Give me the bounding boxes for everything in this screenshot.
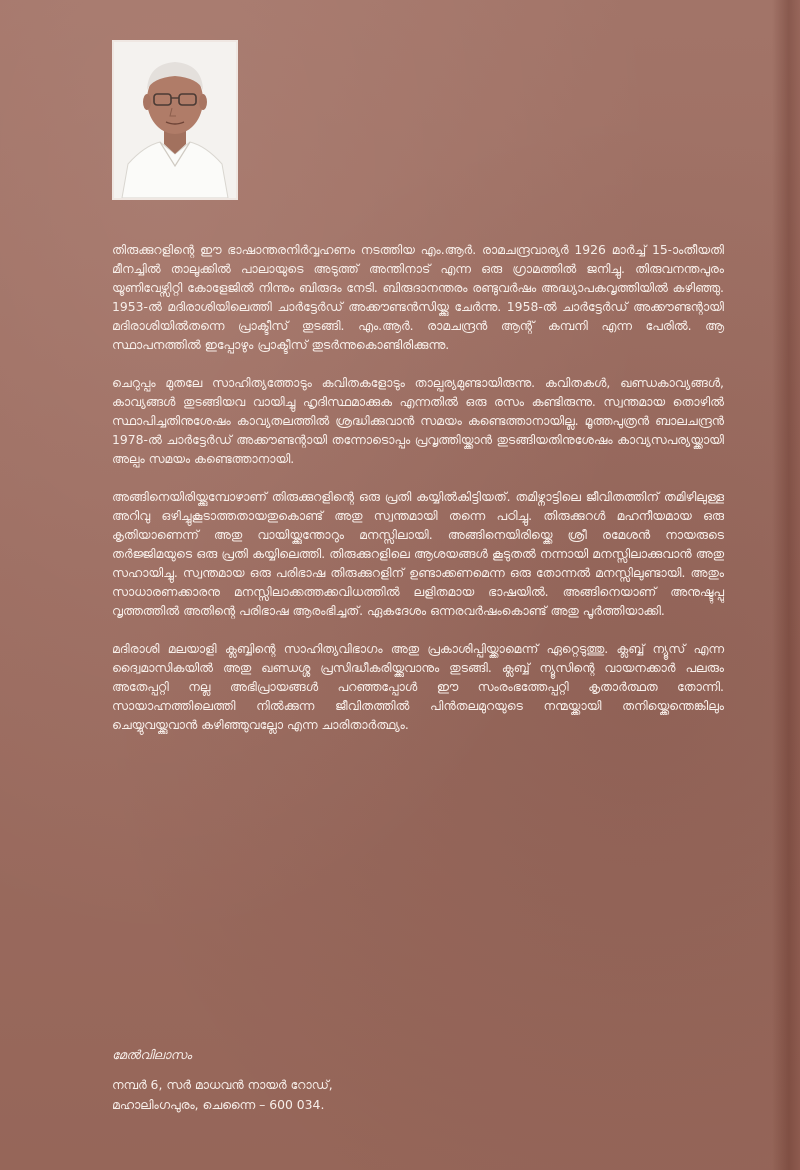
address-heading: മേൽവിലാസം: [112, 1047, 192, 1062]
bio-paragraph-3: അങ്ങിനെയിരിയ്ക്കുമ്പോഴാണ് തിരുക്കുറളിന്റെ ഒരു പ്രതി കയ്യിൽകിട്ടിയത്. തമിഴ്നാട്ടിലെ ജീവിതത്തിന് തമിഴിലുള്ള അറിവു ഒഴിച്ചുകൂടാത്തതായതുകൊണ്ട് അതു സ്വന്തമായി തന്നെ പഠിച്ചു. തിരുക്കുറൾ മഹനീയമായ ഒരു കൃതിയാണെന്ന് അതു വായിയ്ക്കുന്തോറും മനസ്സിലായി. അങ്ങിനെയിരിയ്ക്കെ ശ്രീ രമേശൻ നായരുടെ തർജ്ജിമയുടെ ഒരു പ്രതി കയ്യിലെത്തി. തിരുക്കുറളിലെ ആശയങ്ങൾ കൂടുതൽ നന്നായി മനസ്സിലാക്കുവാൻ അതു സഹായിച്ചു. സ്വന്തമായ ഒരു പരിഭാഷ തിരുക്കുറളിന് ഉണ്ടാക്കണമെന്ന ഒരു തോന്നൽ മനസ്സിലുണ്ടായി. അതും സാധാരണക്കാരനു മനസ്സിലാക്കത്തക്കവിധത്തിൽ ലളിതമായ ഭാഷയിൽ. അങ്ങിനെയാണ് അനുഷ്ടുപ്പു വൃത്തത്തിൽ അതിന്റെ പരിഭാഷ ആരംഭിച്ചത്. ഏകദേശം ഒന്നരവർഷംകൊണ്ട് അതു പൂർത്തിയാക്കി.: [112, 489, 724, 618]
address-line-2: മഹാലിംഗപുരം, ചെന്നൈ – 600 034.: [112, 1097, 325, 1112]
cover-edge: [772, 0, 800, 1170]
author-photo: [112, 40, 238, 200]
bio-paragraph-2: ചെറുപ്പം മുതലേ സാഹിത്യത്തോടും കവിതകളോടും താല്പര്യമുണ്ടായിരുന്നു. കവിതകൾ, ഖണ്ഡകാവ്യങ്ങൾ, കാവ്യങ്ങൾ തുടങ്ങിയവ വായിച്ചു ഹൃദിസ്ഥമാക്കുക എന്നതിൽ ഒരു രസം കണ്ടിരുന്നു. സ്വന്തമായ തൊഴിൽ സ്ഥാപിച്ചതിനുശേഷം കാവ്യതലത്തിൽ ശ്രദ്ധിക്കുവാൻ സമയം കണ്ടെത്താനായില്ല. മൂത്തപുത്രൻ ബാലചന്ദ്രൻ 1978-ൽ ചാർട്ടേർഡ് അക്കൗണ്ടന്റായി തന്നോടൊപ്പം പ്രവൃത്തിയ്ക്കാൻ തുടങ്ങിയതിനുശേഷം കാവ്യസപര്യയ്ക്കായി അല്പം സമയം കണ്ടെത്താനായി.: [112, 375, 724, 466]
author-biography: [112, 240, 724, 753]
address-line-1: നമ്പർ 6, സർ മാധവൻ നായർ റോഡ്,: [112, 1077, 333, 1092]
address-block: [112, 1045, 672, 1115]
bio-paragraph-1: തിരുക്കുറളിന്റെ ഈ ഭാഷാന്തരനിർവ്വഹണം നടത്തിയ എം.ആർ. രാമചന്ദ്രവാര്യർ 1926 മാർച്ച് 15-ാംതീയതി മീനച്ചിൽ താലൂക്കിൽ പാലായുടെ അടുത്ത് അന്തിനാട് എന്ന ഒരു ഗ്രാമത്തിൽ ജനിച്ചു. തിരുവനന്തപുരം യൂണിവേഴ്സിറ്റി കോളേജിൽ നിന്നും ബിരുദം നേടി. ബിരുദാനന്തരം രണ്ടുവർഷം അദ്ധ്യാപകവൃത്തിയിൽ കഴിഞ്ഞു. 1953-ൽ മദിരാശിയിലെത്തി ചാർട്ടേർഡ് അക്കൗണ്ടൻസിയ്ക്കു ചേർന്നു. 1958-ൽ ചാർട്ടേർഡ് അക്കൗണ്ടന്റായി മദിരാശിയിൽതന്നെ പ്രാക്ടീസ് തുടങ്ങി. എം.ആർ. രാമചന്ദ്രൻ ആന്റ് കമ്പനി എന്ന പേരിൽ. ആ സ്ഥാപനത്തിൽ ഇപ്പോഴും പ്രാക്ടീസ് തുടർന്നുകൊണ്ടിരിക്കുന്നു.: [112, 242, 724, 352]
bio-paragraph-4: മദിരാശി മലയാളി ക്ലബ്ബിന്റെ സാഹിത്യവിഭാഗം അതു പ്രകാശിപ്പിയ്ക്കാമെന്ന് ഏറ്റെടുത്തു. ക്ലബ്ബ് ന്യൂസ് എന്ന ദ്വൈമാസികയിൽ അതു ഖണ്ഡശ്ശ പ്രസിദ്ധീകരിയ്ക്കുവാനും തുടങ്ങി. ക്ലബ്ബ് ന്യൂസിന്റെ വായനക്കാർ പലരും അതേപ്പറ്റി നല്ല അഭിപ്രായങ്ങൾ പറഞ്ഞപ്പോൾ ഈ സംരംഭത്തേപ്പറ്റി കൃതാർത്ഥത തോന്നി. സായാഹ്നത്തിലെത്തി നിൽക്കുന്ന ജീവിതത്തിൽ പിൻതലമുറയുടെ നന്മയ്ക്കായി തനിയ്ക്കെന്തെങ്കിലും ചെയ്യുവയ്ക്കുവാൻ കഴിഞ്ഞുവല്ലോ എന്ന ചാരിതാർത്ഥ്യം.: [112, 641, 724, 732]
